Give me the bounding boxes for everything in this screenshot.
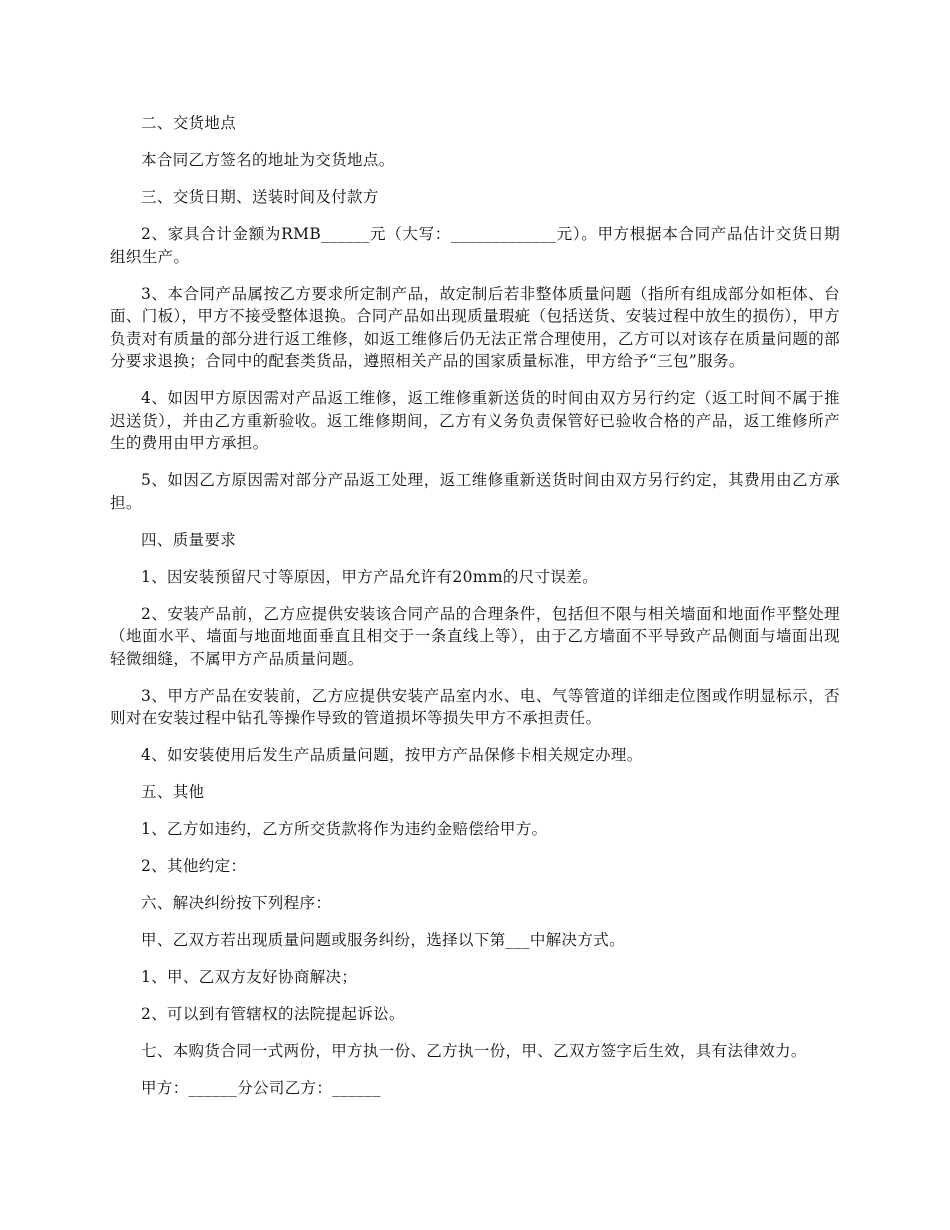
heading-quality: 四、质量要求	[141, 530, 237, 549]
paragraph: 1、乙方如违约，乙方所交货款将作为违约金赔偿给甲方。	[141, 820, 548, 838]
heading-other: 五、其他	[141, 783, 205, 801]
paragraph: 2、可以到有管辖权的法院提起诉讼。	[141, 1005, 405, 1023]
paragraph: 2、家具合计金额为RMB______元（大写：_____________元）。甲方根据本合同产品估计交货日期组织生产。	[110, 225, 840, 266]
paragraph: 1、甲、乙双方友好协商解决；	[141, 968, 358, 986]
paragraph: 本合同乙方签名的地址为交货地点。	[141, 151, 395, 169]
paragraph: 3、本合同产品属按乙方要求所定制产品，故定制后若非整体质量问题（指所有组成部分如柜体、台面、门板），甲方不接受整体退换。合同产品如出现质量瑕疵（包括送货、安装过程中放生的损伤），甲方负责对有质量的部分进行返工维修，如返工维修后仍无法正常合理使用，乙方可以对该存在质量问题的部分要求退换；合同中的配套类货品，遵照相关产品的国家质量标准，甲方给予“三包”服务。	[110, 284, 840, 370]
paragraph: 甲、乙双方若出现质量问题或服务纠纷，选择以下第___中解决方式。	[141, 931, 625, 949]
heading-delivery-date: 三、交货日期、送装时间及付款方	[141, 188, 379, 206]
paragraph: 3、甲方产品在安装前，乙方应提供安装产品室内水、电、气等管道的详细走位图或作明显标示，否则对在安装过程中钻孔等操作导致的管道损坏等损失甲方不承担责任。	[110, 686, 840, 727]
heading-delivery-location: 二、交货地点	[141, 114, 237, 132]
paragraph: 2、安装产品前，乙方应提供安装该合同产品的合理条件，包括但不限与相关墙面和地面作平整处理（地面水平、墙面与地面地面垂直且相交于一条直线上等），由于乙方墙面不平导致产品侧面与墙面出现轻微细缝，不属甲方产品质量问题。	[110, 604, 840, 668]
paragraph: 2、其他约定：	[141, 857, 247, 875]
paragraph: 4、如因甲方原因需对产品返工维修，返工维修重新送货的时间由双方另行约定（返工时间不属于推迟送货），并由乙方重新验收。返工维修期间，乙方有义务负责保管好已验收合格的产品，返工维修所产生的费用由甲方承担。	[110, 389, 840, 452]
contract-body	[110, 112, 840, 1114]
paragraph: 七、本购货合同一式两份，甲方执一份、乙方执一份，甲、乙双方签字后生效，具有法律效力。	[141, 1042, 807, 1060]
paragraph: 4、如安装使用后发生产品质量问题，按甲方产品保修卡相关规定办理。	[141, 746, 643, 764]
paragraph: 5、如因乙方原因需对部分产品返工处理，返工维修重新送货时间由双方另行约定，其费用由乙方承担。	[110, 471, 840, 512]
paragraph: 1、因安装预留尺寸等原因，甲方产品允许有20mm的尺寸误差。	[141, 567, 598, 586]
signature-line: 甲方：______分公司乙方：______	[141, 1079, 381, 1097]
heading-dispute: 六、解决纠纷按下列程序：	[141, 894, 332, 912]
